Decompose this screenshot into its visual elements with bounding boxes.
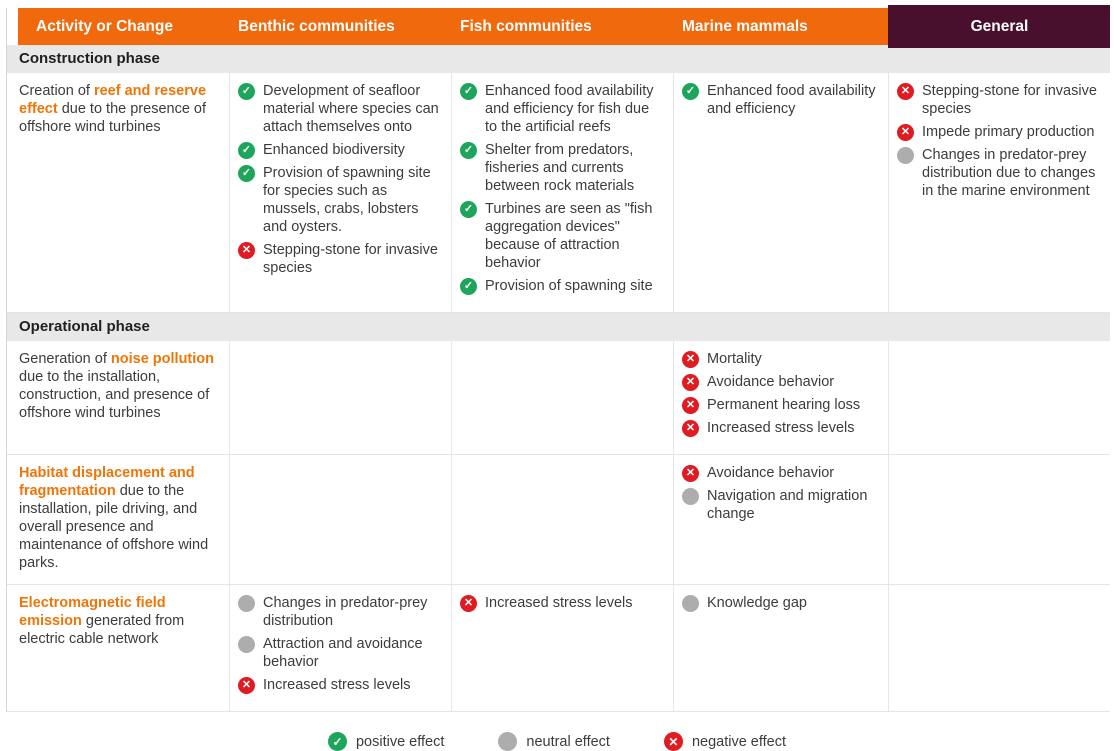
effects-table	[6, 8, 1110, 712]
effect-text: Turbines are seen as "fish aggregation devices" because of attraction behavior	[485, 201, 653, 271]
cell-benthic	[229, 585, 451, 711]
check-circle-icon: ✓	[328, 732, 347, 751]
table-header	[18, 8, 1110, 45]
activity-cell	[7, 455, 229, 584]
effect-text: Stepping-stone for invasive species	[263, 242, 438, 276]
activity-cell	[7, 73, 229, 312]
effect-item	[682, 82, 878, 118]
cell-marine-mammals	[673, 73, 888, 312]
section-header-operational-phase: Operational phase	[7, 313, 1110, 341]
legend	[0, 732, 1114, 751]
x-circle-icon: ✕	[682, 351, 699, 368]
effect-text: Mortality	[707, 351, 762, 367]
legend-item-neutral	[498, 732, 610, 751]
activity-highlight: Habitat displacement and fragmentation	[19, 465, 195, 499]
check-circle-icon: ✓	[682, 83, 699, 100]
effect-item	[460, 200, 663, 272]
header-cell-general: General	[888, 5, 1110, 48]
effect-item	[682, 373, 878, 391]
effect-item	[682, 487, 878, 523]
x-circle-icon: ✕	[238, 242, 255, 259]
table-row	[7, 455, 1110, 585]
activity-text: Creation of	[19, 83, 94, 99]
activity-highlight: noise pollution	[110, 351, 215, 367]
effect-item	[238, 241, 441, 277]
header-cell-marine-mammals: Marine mammals	[673, 8, 888, 45]
check-circle-icon: ✓	[460, 142, 477, 159]
effect-item	[682, 594, 878, 612]
cell-general	[888, 73, 1110, 312]
activity-highlight: Electromagnetic field emission	[19, 595, 166, 629]
cell-general	[888, 455, 1110, 584]
effect-item	[897, 82, 1100, 118]
check-circle-icon: ✓	[238, 142, 255, 159]
cell-fish	[451, 455, 673, 584]
x-circle-icon: ✕	[238, 677, 255, 694]
effect-item	[238, 676, 441, 694]
header-cell-activity-or-change: Activity or Change	[18, 8, 229, 45]
x-circle-icon: ✕	[682, 397, 699, 414]
effect-item	[460, 82, 663, 136]
circle-icon	[682, 595, 699, 612]
effect-text: Stepping-stone for invasive species	[922, 83, 1097, 117]
check-circle-icon: ✓	[460, 83, 477, 100]
cell-marine-mammals	[673, 341, 888, 454]
circle-icon	[498, 732, 517, 751]
activity-cell	[7, 341, 229, 454]
table-body	[7, 45, 1110, 712]
effect-text: Enhanced biodiversity	[263, 142, 405, 158]
cell-general	[888, 585, 1110, 711]
circle-icon	[238, 595, 255, 612]
cell-benthic	[229, 455, 451, 584]
effect-item	[238, 82, 441, 136]
cell-marine-mammals	[673, 455, 888, 584]
cell-general	[888, 341, 1110, 454]
cell-benthic	[229, 341, 451, 454]
legend-item-positive	[328, 732, 444, 751]
activity-highlight: reef and reserve effect	[19, 83, 207, 117]
effect-item	[238, 141, 441, 159]
activity-text: Generation of	[19, 351, 111, 367]
check-circle-icon: ✓	[460, 278, 477, 295]
table-row	[7, 73, 1110, 313]
effect-text: Provision of spawning site	[485, 278, 653, 294]
effect-item	[460, 277, 663, 295]
circle-icon	[897, 147, 914, 164]
effect-text: Permanent hearing loss	[707, 397, 861, 413]
effect-text: Increased stress levels	[707, 420, 855, 436]
effect-text: Increased stress levels	[485, 595, 633, 611]
activity-text: due to the presence of offshore wind turbines	[19, 101, 207, 135]
effect-text: Avoidance behavior	[707, 374, 835, 390]
effect-item	[460, 594, 663, 612]
cell-benthic	[229, 73, 451, 312]
effect-item	[238, 164, 441, 236]
x-circle-icon: ✕	[682, 374, 699, 391]
check-circle-icon: ✓	[460, 201, 477, 218]
effect-item	[682, 419, 878, 437]
effect-text: Changes in predator-prey distribution due to changes in the marine environment	[922, 147, 1096, 199]
table-row	[7, 585, 1110, 712]
effect-text: Changes in predator-prey distribution	[263, 595, 428, 629]
effect-item	[897, 123, 1100, 141]
effect-text: Development of seafloor material where species can attach themselves onto	[263, 83, 439, 135]
x-circle-icon: ✕	[664, 732, 683, 751]
cell-fish	[451, 73, 673, 312]
table-row	[7, 341, 1110, 455]
effect-item	[682, 464, 878, 482]
effect-item	[682, 350, 878, 368]
effect-text: Avoidance behavior	[707, 465, 835, 481]
effect-text: Provision of spawning site for species such as mussels, crabs, lobsters and oysters.	[263, 165, 431, 235]
activity-text: generated from electric cable network	[19, 613, 185, 647]
activity-cell	[7, 585, 229, 711]
x-circle-icon: ✕	[897, 124, 914, 141]
effect-text: Impede primary production	[922, 124, 1095, 140]
cell-marine-mammals	[673, 585, 888, 711]
x-circle-icon: ✕	[682, 420, 699, 437]
effect-text: Enhanced food availability and efficiency	[707, 83, 876, 117]
offshore-wind-effects-infographic	[0, 8, 1114, 751]
effect-text: Increased stress levels	[263, 677, 411, 693]
legend-label: negative effect	[691, 733, 787, 750]
legend-label: positive effect	[355, 733, 445, 750]
effect-text: Shelter from predators, fisheries and currents between rock materials	[485, 142, 635, 194]
check-circle-icon: ✓	[238, 83, 255, 100]
activity-text: due to the installation, pile driving, and overall presence and maintenance of offshore wind parks.	[19, 483, 209, 571]
legend-item-negative	[664, 732, 786, 751]
x-circle-icon: ✕	[682, 465, 699, 482]
x-circle-icon: ✕	[460, 595, 477, 612]
header-cell-fish-communities: Fish communities	[451, 8, 673, 45]
section-header-construction-phase: Construction phase	[7, 45, 1110, 73]
effect-text: Attraction and avoidance behavior	[263, 636, 423, 670]
header-cell-benthic-communities: Benthic communities	[229, 8, 451, 45]
effect-item	[238, 635, 441, 671]
circle-icon	[682, 488, 699, 505]
check-circle-icon: ✓	[238, 165, 255, 182]
legend-label: neutral effect	[526, 733, 610, 750]
effect-item	[460, 141, 663, 195]
effect-item	[682, 396, 878, 414]
x-circle-icon: ✕	[897, 83, 914, 100]
cell-fish	[451, 341, 673, 454]
circle-icon	[238, 636, 255, 653]
activity-text: due to the installation, construction, and presence of offshore wind turbines	[19, 369, 210, 421]
effect-text: Navigation and migration change	[707, 488, 868, 522]
effect-text: Enhanced food availability and efficiency for fish due to the artificial reefs	[485, 83, 654, 135]
cell-fish	[451, 585, 673, 711]
effect-item	[897, 146, 1100, 200]
effect-text: Knowledge gap	[707, 595, 807, 611]
effect-item	[238, 594, 441, 630]
